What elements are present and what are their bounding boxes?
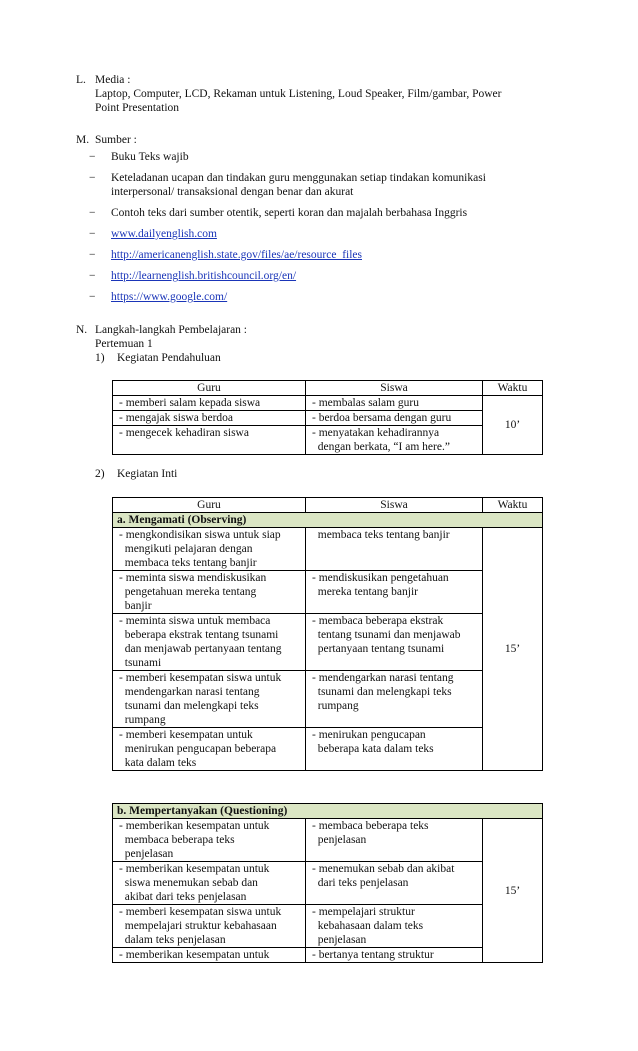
source-link[interactable]: www.dailyenglish.com [111, 228, 217, 240]
table-row [113, 948, 543, 963]
section-letter: M. [76, 134, 90, 146]
phase-title: b. Mempertanyakan (Questioning) [113, 804, 543, 819]
table-mengamati [112, 497, 543, 771]
cell-text: - memberikan kesempatan untuk [119, 949, 270, 961]
source-link[interactable]: http://americanenglish.state.gov/files/ae/resource_files [111, 249, 362, 261]
cell-text: dari teks penjelasan [312, 877, 409, 889]
table-row [113, 819, 543, 862]
cell-text: pengetahuan mereka tentang [119, 586, 257, 598]
cell-guru [113, 905, 306, 948]
cell-text: - membalas salam guru [312, 397, 419, 409]
cell-guru [113, 528, 306, 571]
cell-text: - memberi kesempatan untuk [119, 729, 253, 741]
table-mempertanyakan [112, 803, 543, 963]
cell-text: kebahasaan dalam teks [312, 920, 424, 932]
source-link[interactable]: https://www.google.com/ [111, 291, 228, 303]
table-row [113, 571, 543, 614]
cell-guru [113, 411, 306, 426]
cell-text: tsunami dan melengkapi teks [119, 700, 259, 712]
cell-siswa [306, 948, 483, 963]
cell-siswa [306, 426, 483, 455]
cell-text: tsunami [119, 657, 162, 669]
header-siswa: Siswa [306, 381, 483, 396]
table-row [113, 862, 543, 905]
table-row [113, 396, 543, 411]
step-number: 1) [95, 352, 105, 364]
table-pendahuluan [112, 380, 543, 455]
cell-text: tsunami dan melengkapi teks [312, 686, 452, 698]
media-line: Point Presentation [95, 102, 180, 114]
cell-text: - bertanya tentang struktur [312, 949, 434, 961]
dash-bullet-icon: − [89, 270, 96, 282]
dash-bullet-icon: − [89, 172, 96, 184]
cell-text: - mendengarkan narasi tentang [312, 672, 454, 684]
cell-siswa [306, 905, 483, 948]
cell-siswa [306, 528, 483, 571]
cell-guru [113, 862, 306, 905]
cell-guru [113, 426, 306, 455]
cell-text: - memberikan kesempatan untuk [119, 820, 270, 832]
cell-text: - menemukan sebab dan akibat [312, 863, 455, 875]
cell-text: banjir [119, 600, 152, 612]
cell-guru [113, 728, 306, 771]
cell-text: membaca beberapa teks [119, 834, 235, 846]
dash-bullet-icon: − [89, 228, 96, 240]
cell-text: - mengajak siswa berdoa [119, 412, 234, 424]
section-title: Media : [95, 74, 131, 86]
cell-text: mendengarkan narasi tentang [119, 686, 260, 698]
step-title: Kegiatan Inti [117, 468, 178, 480]
header-guru: Guru [113, 381, 306, 396]
section-letter: N. [76, 324, 88, 336]
cell-text: - mengkondisikan siswa untuk siap [119, 529, 281, 541]
cell-text: penjelasan [312, 934, 367, 946]
list-item [76, 248, 576, 262]
step-inti [76, 467, 476, 481]
header-waktu: Waktu [483, 381, 543, 396]
cell-text: beberapa kata dalam teks [312, 743, 434, 755]
cell-text: membaca teks tentang banjir [119, 557, 257, 569]
list-item [76, 290, 576, 304]
cell-guru [113, 948, 306, 963]
cell-guru [113, 614, 306, 671]
cell-text: - meminta siswa mendiskusikan [119, 572, 267, 584]
cell-text: - memberi salam kepada siswa [119, 397, 261, 409]
cell-siswa [306, 862, 483, 905]
cell-text: rumpang [119, 714, 166, 726]
table-row [113, 905, 543, 948]
media-line: Laptop, Computer, LCD, Rekaman untuk Listening, Loud Speaker, Film/gambar, Power [95, 88, 502, 100]
cell-text: dan menjawab pertanyaan tentang [119, 643, 282, 655]
cell-text: rumpang [312, 700, 359, 712]
cell-guru [113, 396, 306, 411]
table-row [113, 614, 543, 671]
cell-guru [113, 571, 306, 614]
table-row [113, 426, 543, 455]
step-title: Kegiatan Pendahuluan [117, 352, 221, 364]
header-siswa: Siswa [306, 498, 483, 513]
cell-text: pertanyaan tentang tsunami [312, 643, 445, 655]
cell-text: menirukan pengucapan beberapa [119, 743, 277, 755]
cell-text: mereka tentang banjir [312, 586, 419, 598]
cell-text: - mengecek kehadiran siswa [119, 427, 249, 439]
cell-text: mengikuti pelajaran dengan [119, 543, 253, 555]
section-letter: L. [76, 74, 86, 86]
cell-text: beberapa ekstrak tentang tsunami [119, 629, 279, 641]
section-sumber [76, 133, 576, 311]
cell-text: penjelasan [119, 848, 174, 860]
section-title: Sumber : [95, 134, 137, 146]
cell-text: - memberi kesempatan siswa untuk [119, 672, 282, 684]
header-waktu: Waktu [483, 498, 543, 513]
cell-siswa [306, 614, 483, 671]
cell-waktu: 15’ [483, 528, 543, 771]
cell-siswa [306, 728, 483, 771]
cell-siswa [306, 819, 483, 862]
cell-text: - membaca beberapa teks [312, 820, 429, 832]
phase-title: a. Mengamati (Observing) [113, 513, 543, 528]
dash-bullet-icon: − [89, 291, 96, 303]
table-row [113, 411, 543, 426]
cell-siswa [306, 396, 483, 411]
cell-text: akibat dari teks penjelasan [119, 891, 247, 903]
cell-text: - memberi kesempatan siswa untuk [119, 906, 282, 918]
cell-text: - mempelajari struktur [312, 906, 415, 918]
cell-text: - membaca beberapa ekstrak [312, 615, 444, 627]
list-item: − Buku Teks wajib [89, 151, 189, 163]
cell-text: dalam teks penjelasan [119, 934, 226, 946]
section-langkah [76, 323, 576, 365]
table-row [113, 528, 543, 571]
table-row [113, 671, 543, 728]
cell-text: - berdoa bersama dengan guru [312, 412, 452, 424]
step-number: 2) [95, 468, 105, 480]
dash-bullet-icon: − [89, 151, 96, 163]
cell-text: kata dalam teks [119, 757, 197, 769]
dash-bullet-icon: − [89, 207, 96, 219]
cell-text: - menyatakan kehadirannya [312, 427, 440, 439]
cell-waktu: 10’ [483, 396, 543, 455]
cell-text: membaca teks tentang banjir [312, 529, 450, 541]
section-title: Langkah-langkah Pembelajaran : [95, 324, 247, 336]
dash-bullet-icon: − [89, 249, 96, 261]
source-list [76, 150, 576, 304]
section-media [76, 73, 576, 115]
header-guru: Guru [113, 498, 306, 513]
cell-text: dengan berkata, “I am here.” [312, 441, 450, 453]
cell-text: - meminta siswa untuk membaca [119, 615, 271, 627]
list-item [76, 227, 576, 241]
list-item [76, 269, 576, 283]
list-item: − Keteladanan ucapan dan tindakan guru menggunakan setiap tindakan komunikasi interpersonal/ transaksional dengan benar dan akurat [89, 172, 486, 198]
list-item: − Contoh teks dari sumber otentik, seperti koran dan majalah berbahasa Inggris [89, 207, 468, 219]
cell-text: - memberikan kesempatan untuk [119, 863, 270, 875]
cell-text: - mendiskusikan pengetahuan [312, 572, 449, 584]
table-row [113, 728, 543, 771]
cell-text: tentang tsunami dan menjawab [312, 629, 461, 641]
cell-siswa [306, 411, 483, 426]
cell-text: siswa menemukan sebab dan [119, 877, 258, 889]
cell-guru [113, 819, 306, 862]
cell-waktu: 15’ [483, 819, 543, 963]
cell-text: penjelasan [312, 834, 367, 846]
source-link[interactable]: http://learnenglish.britishcouncil.org/en/ [111, 270, 297, 282]
cell-siswa [306, 671, 483, 728]
cell-text: - menirukan pengucapan [312, 729, 426, 741]
cell-siswa [306, 571, 483, 614]
cell-text: mempelajari struktur kebahasaan [119, 920, 277, 932]
meeting-label: Pertemuan 1 [95, 338, 153, 350]
cell-guru [113, 671, 306, 728]
